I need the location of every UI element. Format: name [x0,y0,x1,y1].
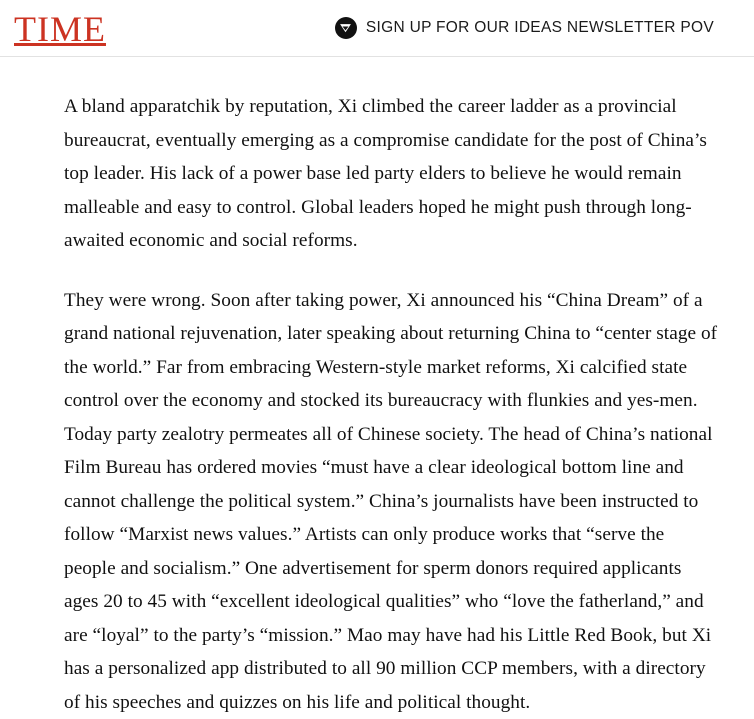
paper-plane-icon [335,17,357,39]
time-logo[interactable]: TIME [14,11,106,47]
article-paragraph: A bland apparatchik by reputation, Xi climbed the career ladder as a provincial bureaucrat, eventually emerging as a compromise candidate for the post of China’s top leader. His lack of a power base led party elders to believe he would remain malleable and easy to control. Global leaders hoped he might push through long-awaited economic and social reforms. [64,90,720,258]
newsletter-label: SIGN UP FOR OUR IDEAS NEWSLETTER POV [366,19,714,37]
site-header [0,0,754,57]
article-paragraph: They were wrong. Soon after taking power, Xi announced his “China Dream” of a grand national rejuvenation, later speaking about returning China to “center stage of the world.” Far from embracing Western-style market reforms, Xi calcified state control over the economy and stocked its bureaucracy with flunkies and yes-men. Today party zealotry permeates all of Chinese society. The head of China’s national Film Bureau has ordered movies “must have a clear ideological bottom line and cannot challenge the political system.” China’s journalists have been instructed to follow “Marxist news values.” Artists can only produce works that “serve the people and socialism.” One advertisement for sperm donors required applicants ages 20 to 45 with “excellent ideological qualities” who “love the fatherland,” and are “loyal” to the party’s “mission.” Mao may have had his Little Red Book, but Xi has a personalized app distributed to all 90 million CCP members, with a directory of his speeches and quizzes on his life and political thought. [64,284,720,719]
article-body [0,57,754,719]
newsletter-signup-link[interactable] [335,17,714,39]
